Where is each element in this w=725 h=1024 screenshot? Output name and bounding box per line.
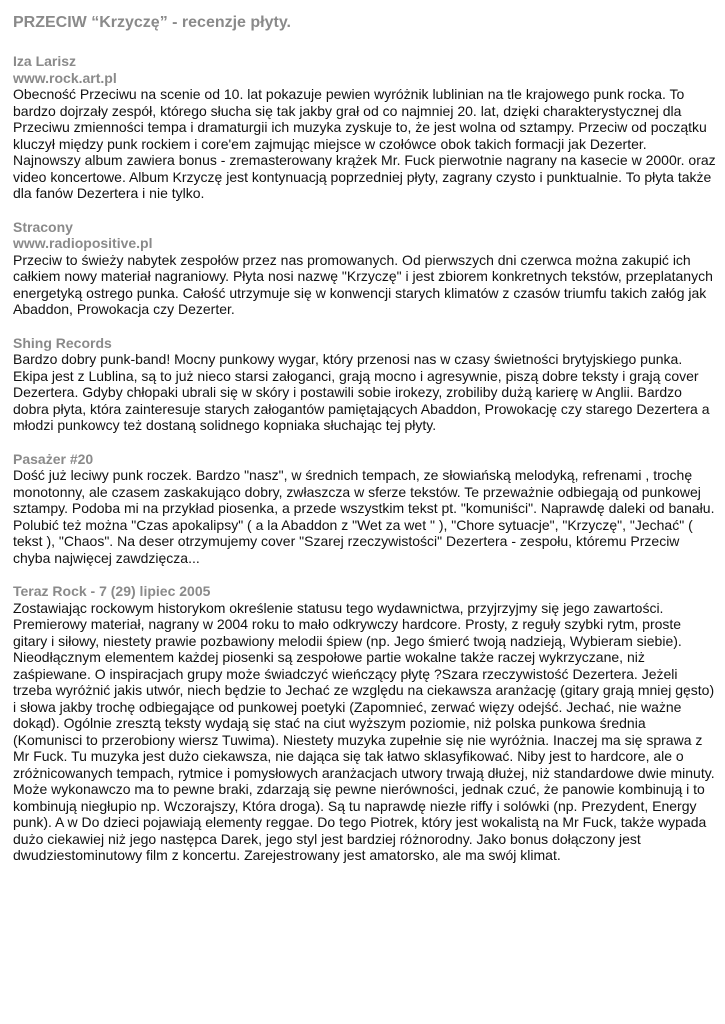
review-text: Dość już leciwy punk roczek. Bardzo "nasz", w średnich tempach, ze słowiańską melodyką, refrenami , trochę monotonny, ale czasem zaskakująco dobry, zwłaszcza w sferze tekstów. Te przeważnie odbiegają od punkowej sztampy. Podoba mi na przykład piosenka, a przede wszystkim tekst pt. "komuniści". Naprawdę daleki od banału. Polubić też można "Czas apokalipsy" ( a la Abaddon z "Wet za wet " ), "Chore sytuacje", "Krzyczę", "Jechać" ( tekst ), "Chaos". Na deser otrzymujemy cover "Szarej rzeczywistości" Dezertera - zespołu, któremu Przeciw chyba najwięcej zawdzięcza... bbox=[13, 467, 715, 566]
review-site-link[interactable]: www.radiopositive.pl bbox=[13, 235, 153, 251]
review-text: Obecność Przeciwu na scenie od 10. lat pokazuje pewien wyróżnik lublinian na tle krajowego punk rocka. To bardzo dojrzały zespół, którego słucha się tak jakby grał od co najmniej 20. lat, dzięki charakterystycznej dla Przeciwu zmienności tempa i dramaturgii ich muzyka zyskuje to, że jest wolna od sztampy. Przeciw od początku kluczył między punk rockiem i core'em zajmując miejsce w czołówce obok takich formacji jak Dezerter. Najnowszy album zawiera bonus - zremasterowany krążek Mr. Fuck pierwotnie nagrany na kasecie w 2000r. oraz video koncertowe. Album Krzyczę jest kontynuacją poprzedniej płyty, zagrany czysto i punktualnie. To płyta także dla fanów Dezertera i nie tylko. bbox=[13, 86, 716, 201]
review-author: Iza Larisz bbox=[13, 53, 77, 69]
page-title: PRZECIW “Krzyczę” - recenzje płyty. bbox=[13, 14, 291, 31]
review-author: Shing Records bbox=[13, 334, 112, 351]
review-pasazer-20 bbox=[13, 451, 718, 567]
review-author: Stracony bbox=[13, 218, 73, 235]
review-iza-larisz bbox=[13, 53, 718, 202]
review-text: Bardzo dobry punk-band! Mocny punkowy wygar, który przenosi nas w czasy świetności brytyjskiego punka. Ekipa jest z Lublina, są to już nieco starsi załoganci, grają mocno i agresywnie, piszą dobre teksty i grają cover Dezertera. Gdyby chłopaki ubrali się w skóry i postawili sobie irokezy, zrobiliby dużą karierę w Anglii. Bardzo dobra płyta, która zainteresuje starych załogantów pamiętających Abaddon, Prowokację czy starego Dezertera a młodzi punkowcy też dostaną solidnego kopniaka słuchając tej płyty. bbox=[13, 351, 710, 433]
review-teraz-rock bbox=[13, 583, 718, 864]
review-stracony bbox=[13, 219, 718, 318]
review-author: Teraz Rock - 7 (29) lipiec 2005 bbox=[13, 583, 211, 599]
review-site-link[interactable]: www.rock.art.pl bbox=[13, 69, 117, 86]
review-shing-records bbox=[13, 335, 718, 434]
review-author: Pasażer #20 bbox=[13, 450, 94, 467]
review-text: Zostawiając rockowym historykom określenie statusu tego wydawnictwa, przyjrzyjmy się jego zawartości. Premierowy materiał, nagrany w 2004 roku to mało odkrywczy hardcore. Prosty, z reguły szybki rytm, proste gitary i siłowy, niestety prawie pozbawiony melodii śpiew (np. Jego śmierć twoją nadzieją, Wybieram siebie). Nieodłącznym elementem każdej piosenki są zespołowe partie wokalne także raczej wykrzyczane, niż zaśpiewane. O inspiracjach grupy może świadczyć wieńczący płytę ?Szara rzeczywistość Dezertera. Jeżeli trzeba wyróżnić jakis utwór, niech będzie to Jechać ze względu na ciekawsza aranżację (gitary grają mniej gęsto) i słowa jakby trochę odbiegające od punkowej poetyki (Zapomnieć, zerwać więzy odejść. Jechać, nie ważne dokąd). Ogólnie zresztą teksty wydają się stać na ciut wyższym poziomie, niż polska punkowa średnia (Komunisci to przerobiony wiersz Tuwima). Niestety muzyka zupełnie się nie wyróżnia. Inaczej ma się sprawa z Mr Fuck. Tu muzyka jest dużo ciekawsza, nie dająca się tak łatwo sklasyfikować. Niby jest to hardcore, ale o zróżnicowanych tempach, rytmice i pomysłowych aranżacjach utwory trwają dłużej, niż standardowe dwie minuty. Może wykonawczo ma to pewne braki, zdarzają się pewne nierówności, jednak czuć, że panowie kombinują i to kombinują niegłupio np. Wczorajszy, Która droga). Są tu naprawdę niezłe riffy i solówki (np. Prezydent, Energy punk). A w Do dzieci pojawiają elementy reggae. Do tego Piotrek, który jest wokalistą na Mr Fuck, także wypada dużo ciekawiej niż jego następca Darek, jego styl jest bardziej różnorodny. Jako bonus dołączony jest dwudziestominutowy film z koncertu. Zarejestrowany jest amatorsko, ale ma swój klimat. bbox=[13, 599, 715, 863]
review-text: Przeciw to świeży nabytek zespołów przez nas promowanych. Od pierwszych dni czerwca można zakupić ich całkiem nowy materiał nagraniowy. Płyta nosi nazwę "Krzyczę" i jest zbiorem konkretnych tekstów, przeplatanych energetyką ostrego punka. Całość utrzymuje się w konwencji starych klimatów z czasów triumfu takich załóg jak Abaddon, Prowokacja czy Dezerter. bbox=[13, 251, 713, 317]
